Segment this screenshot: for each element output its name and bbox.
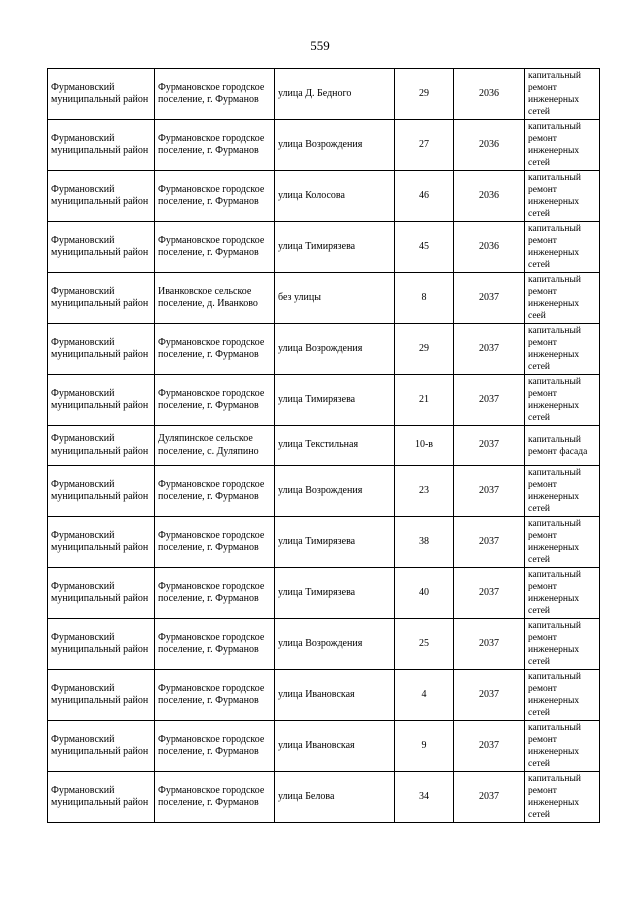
street-cell: улица Д. Бедного bbox=[275, 69, 395, 120]
table-row bbox=[48, 69, 600, 120]
district-cell: Фурмановский муниципальный район bbox=[48, 670, 155, 721]
house-number-cell: 25 bbox=[395, 619, 454, 670]
settlement-cell: Дуляпинское сельское поселение, с. Дуляпино bbox=[155, 426, 275, 466]
house-number-cell: 29 bbox=[395, 324, 454, 375]
work-type-cell: капитальный ремонт инженерных сетей bbox=[525, 466, 600, 517]
table-row bbox=[48, 171, 600, 222]
house-number-cell: 38 bbox=[395, 517, 454, 568]
settlement-cell: Фурмановское городское поселение, г. Фурманов bbox=[155, 568, 275, 619]
street-cell: улица Возрождения bbox=[275, 120, 395, 171]
year-cell: 2036 bbox=[454, 69, 525, 120]
district-cell: Фурмановский муниципальный район bbox=[48, 568, 155, 619]
settlement-cell: Фурмановское городское поселение, г. Фурманов bbox=[155, 120, 275, 171]
table-row bbox=[48, 721, 600, 772]
year-cell: 2037 bbox=[454, 426, 525, 466]
table-row bbox=[48, 619, 600, 670]
street-cell: улица Тимирязева bbox=[275, 375, 395, 426]
settlement-cell: Фурмановское городское поселение, г. Фурманов bbox=[155, 517, 275, 568]
street-cell: улица Ивановская bbox=[275, 721, 395, 772]
table-body bbox=[48, 69, 600, 823]
table-row bbox=[48, 772, 600, 823]
work-type-cell: капитальный ремонт фасада bbox=[525, 426, 600, 466]
street-cell: улица Возрождения bbox=[275, 324, 395, 375]
table-row bbox=[48, 120, 600, 171]
year-cell: 2037 bbox=[454, 324, 525, 375]
work-type-cell: капитальный ремонт инженерных сеей bbox=[525, 273, 600, 324]
district-cell: Фурмановский муниципальный район bbox=[48, 69, 155, 120]
district-cell: Фурмановский муниципальный район bbox=[48, 517, 155, 568]
district-cell: Фурмановский муниципальный район bbox=[48, 324, 155, 375]
settlement-cell: Фурмановское городское поселение, г. Фурманов bbox=[155, 670, 275, 721]
district-cell: Фурмановский муниципальный район bbox=[48, 619, 155, 670]
district-cell: Фурмановский муниципальный район bbox=[48, 772, 155, 823]
year-cell: 2036 bbox=[454, 171, 525, 222]
house-number-cell: 45 bbox=[395, 222, 454, 273]
year-cell: 2037 bbox=[454, 772, 525, 823]
work-type-cell: капитальный ремонт инженерных сетей bbox=[525, 120, 600, 171]
year-cell: 2037 bbox=[454, 466, 525, 517]
settlement-cell: Фурмановское городское поселение, г. Фурманов bbox=[155, 222, 275, 273]
year-cell: 2037 bbox=[454, 568, 525, 619]
house-number-cell: 23 bbox=[395, 466, 454, 517]
table-row bbox=[48, 517, 600, 568]
house-number-cell: 46 bbox=[395, 171, 454, 222]
house-number-cell: 8 bbox=[395, 273, 454, 324]
work-type-cell: капитальный ремонт инженерных сетей bbox=[525, 721, 600, 772]
year-cell: 2037 bbox=[454, 273, 525, 324]
table-row bbox=[48, 466, 600, 517]
work-type-cell: капитальный ремонт инженерных сетей bbox=[525, 222, 600, 273]
house-number-cell: 21 bbox=[395, 375, 454, 426]
street-cell: улица Тимирязева bbox=[275, 517, 395, 568]
year-cell: 2036 bbox=[454, 222, 525, 273]
settlement-cell: Фурмановское городское поселение, г. Фурманов bbox=[155, 721, 275, 772]
street-cell: улица Тимирязева bbox=[275, 222, 395, 273]
work-type-cell: капитальный ремонт инженерных сетей bbox=[525, 375, 600, 426]
table-row bbox=[48, 426, 600, 466]
district-cell: Фурмановский муниципальный район bbox=[48, 222, 155, 273]
street-cell: улица Тимирязева bbox=[275, 568, 395, 619]
street-cell: улица Белова bbox=[275, 772, 395, 823]
settlement-cell: Иванковское сельское поселение, д. Иванково bbox=[155, 273, 275, 324]
year-cell: 2037 bbox=[454, 619, 525, 670]
table-row bbox=[48, 222, 600, 273]
district-cell: Фурмановский муниципальный район bbox=[48, 426, 155, 466]
table-row bbox=[48, 324, 600, 375]
settlement-cell: Фурмановское городское поселение, г. Фурманов bbox=[155, 772, 275, 823]
year-cell: 2037 bbox=[454, 517, 525, 568]
street-cell: улица Возрождения bbox=[275, 466, 395, 517]
house-number-cell: 29 bbox=[395, 69, 454, 120]
district-cell: Фурмановский муниципальный район bbox=[48, 721, 155, 772]
settlement-cell: Фурмановское городское поселение, г. Фурманов bbox=[155, 324, 275, 375]
street-cell: улица Возрождения bbox=[275, 619, 395, 670]
district-cell: Фурмановский муниципальный район bbox=[48, 120, 155, 171]
settlement-cell: Фурмановское городское поселение, г. Фурманов bbox=[155, 171, 275, 222]
year-cell: 2037 bbox=[454, 670, 525, 721]
settlement-cell: Фурмановское городское поселение, г. Фурманов bbox=[155, 466, 275, 517]
house-number-cell: 40 bbox=[395, 568, 454, 619]
work-type-cell: капитальный ремонт инженерных сетей bbox=[525, 324, 600, 375]
year-cell: 2036 bbox=[454, 120, 525, 171]
work-type-cell: капитальный ремонт инженерных сетей bbox=[525, 772, 600, 823]
settlement-cell: Фурмановское городское поселение, г. Фурманов bbox=[155, 619, 275, 670]
work-type-cell: капитальный ремонт инженерных сетей bbox=[525, 670, 600, 721]
district-cell: Фурмановский муниципальный район bbox=[48, 466, 155, 517]
district-cell: Фурмановский муниципальный район bbox=[48, 171, 155, 222]
district-cell: Фурмановский муниципальный район bbox=[48, 375, 155, 426]
street-cell: улица Текстильная bbox=[275, 426, 395, 466]
table-row bbox=[48, 273, 600, 324]
settlement-cell: Фурмановское городское поселение, г. Фурманов bbox=[155, 375, 275, 426]
year-cell: 2037 bbox=[454, 375, 525, 426]
page-number: 559 bbox=[310, 38, 330, 53]
work-type-cell: капитальный ремонт инженерных сетей bbox=[525, 69, 600, 120]
house-number-cell: 4 bbox=[395, 670, 454, 721]
house-number-cell: 27 bbox=[395, 120, 454, 171]
street-cell: улица Ивановская bbox=[275, 670, 395, 721]
table-row bbox=[48, 375, 600, 426]
year-cell: 2037 bbox=[454, 721, 525, 772]
settlement-cell: Фурмановское городское поселение, г. Фурманов bbox=[155, 69, 275, 120]
street-cell: улица Колосова bbox=[275, 171, 395, 222]
work-type-cell: капитальный ремонт инженерных сетей bbox=[525, 517, 600, 568]
work-type-cell: капитальный ремонт инженерных сетей bbox=[525, 171, 600, 222]
work-type-cell: капитальный ремонт инженерных сетей bbox=[525, 619, 600, 670]
house-number-cell: 9 bbox=[395, 721, 454, 772]
table-row bbox=[48, 568, 600, 619]
house-number-cell: 10-в bbox=[395, 426, 454, 466]
house-number-cell: 34 bbox=[395, 772, 454, 823]
street-cell: без улицы bbox=[275, 273, 395, 324]
table-row bbox=[48, 670, 600, 721]
work-type-cell: капитальный ремонт инженерных сетей bbox=[525, 568, 600, 619]
housing-repair-table bbox=[47, 68, 600, 823]
district-cell: Фурмановский муниципальный район bbox=[48, 273, 155, 324]
